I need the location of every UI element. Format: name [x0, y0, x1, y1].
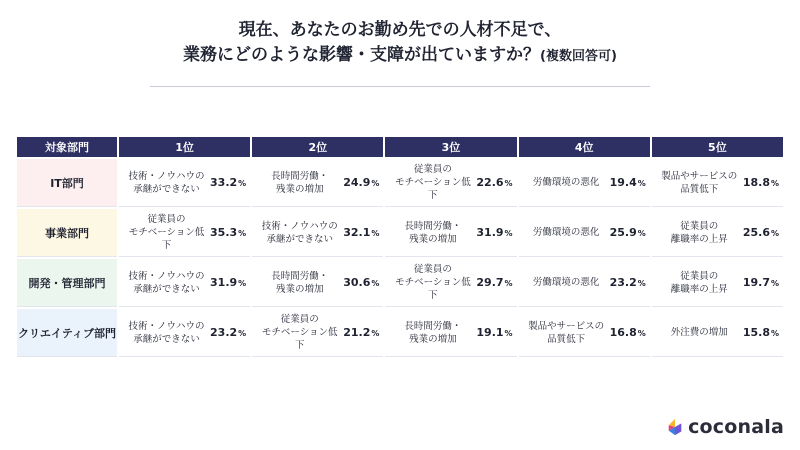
- rank-value-number: 19.7: [742, 276, 770, 289]
- rank-item-label: 長時間労働・ 残業の増加: [404, 220, 462, 245]
- rank-cell: [519, 309, 650, 357]
- rank-value: [210, 226, 246, 239]
- rank-value-unit: %: [371, 229, 380, 238]
- rank-cell-content: [658, 326, 779, 339]
- rank-value-number: 31.9: [210, 276, 238, 289]
- rank-cell: [519, 159, 650, 207]
- rank-value-unit: %: [504, 179, 513, 188]
- rank-item-label: 製品やサービスの 品質低下: [528, 320, 605, 345]
- rank-value-unit: %: [770, 329, 779, 338]
- rank-value-number: 31.9: [476, 226, 504, 239]
- rank-value: [210, 276, 246, 289]
- column-header-rank-3: 3位: [385, 137, 516, 157]
- rank-cell: [119, 209, 250, 257]
- title-line-1: 現在、あなたのお勤め先での人材不足で、: [238, 20, 562, 40]
- rank-item-label: 製品やサービスの 品質低下: [661, 170, 738, 195]
- rank-value-unit: %: [238, 229, 247, 238]
- rank-value-number: 25.9: [609, 226, 637, 239]
- rank-value-number: 19.4: [609, 176, 637, 189]
- rank-value-number: 16.8: [609, 326, 637, 339]
- rank-value-unit: %: [770, 229, 779, 238]
- rank-value: [210, 176, 246, 189]
- rank-item-label: 労働環境の悪化: [532, 227, 600, 238]
- rank-value: [476, 326, 512, 339]
- rank-value-unit: %: [371, 279, 380, 288]
- rank-value-unit: %: [371, 179, 380, 188]
- rank-value-number: 30.6: [343, 276, 371, 289]
- rank-cell-content: [658, 270, 779, 296]
- column-header-rank-2: 2位: [252, 137, 383, 157]
- rank-cell: [652, 309, 783, 357]
- rank-item-label: 長時間労働・ 残業の増加: [404, 320, 462, 345]
- rank-item-label: 従業員の モチベーション低下: [128, 214, 205, 251]
- column-header-rank-1: 1位: [119, 137, 250, 157]
- title-line-2-main: 業務にどのような影響・支障が出ていますか？: [183, 45, 541, 65]
- rank-value: [610, 176, 646, 189]
- rank-value-number: 29.7: [476, 276, 504, 289]
- rank-value-unit: %: [504, 329, 513, 338]
- department-label: 事業部門: [17, 209, 117, 257]
- department-label: 開発・管理部門: [17, 259, 117, 307]
- rank-value: [743, 176, 779, 189]
- column-header-rank-5: 5位: [652, 137, 783, 157]
- rank-cell: [385, 309, 516, 357]
- rank-value-number: 35.3: [210, 226, 238, 239]
- rank-value-number: 33.2: [210, 176, 238, 189]
- rank-cell-content: [525, 226, 646, 239]
- rank-cell: [119, 309, 250, 357]
- rank-value-number: 22.6: [476, 176, 504, 189]
- rank-item-label: 従業員の モチベーション低下: [395, 164, 471, 201]
- rank-item-label: 従業員の モチベーション低下: [395, 264, 471, 301]
- title-divider: [150, 86, 650, 87]
- rank-item-label: 労働環境の悪化: [532, 177, 600, 188]
- rank-value-unit: %: [238, 179, 247, 188]
- rank-value-unit: %: [637, 329, 646, 338]
- title-line-2: [0, 43, 800, 69]
- rank-value: [210, 326, 246, 339]
- rank-cell-content: [391, 320, 512, 346]
- rank-cell: [385, 209, 516, 257]
- rank-value-number: 15.8: [742, 326, 770, 339]
- rank-value-number: 25.6: [742, 226, 770, 239]
- table-row: [17, 209, 783, 257]
- department-label: IT部門: [17, 159, 117, 207]
- rank-cell-content: [125, 270, 246, 296]
- column-header-department: 対象部門: [17, 137, 117, 157]
- rank-value-number: 23.2: [210, 326, 238, 339]
- rank-item-label: 外注費の増加: [670, 327, 728, 338]
- rank-cell: [385, 259, 516, 307]
- rank-item-label: 長時間労働・ 残業の増加: [271, 170, 329, 195]
- rank-cell: [652, 259, 783, 307]
- table-row: [17, 309, 783, 357]
- rank-value: [743, 276, 779, 289]
- rank-cell-content: [125, 213, 246, 252]
- ranking-table: [15, 135, 785, 359]
- rank-cell-content: [125, 320, 246, 346]
- rank-value: [476, 226, 512, 239]
- table-body: [17, 159, 783, 357]
- rank-value: [476, 276, 512, 289]
- rank-cell-content: [525, 320, 646, 346]
- rank-cell: [119, 259, 250, 307]
- rank-value: [476, 176, 512, 189]
- rank-value: [610, 226, 646, 239]
- rank-value-number: 21.2: [343, 326, 371, 339]
- rank-value: [610, 326, 646, 339]
- rank-cell: [119, 159, 250, 207]
- coconala-logo-text: coconala: [688, 416, 784, 438]
- table-header-row: [17, 137, 783, 157]
- rank-item-label: 長時間労働・ 残業の増加: [271, 270, 329, 295]
- department-label: クリエイティブ部門: [17, 309, 117, 357]
- rank-value-unit: %: [371, 329, 380, 338]
- rank-value-unit: %: [637, 179, 646, 188]
- rank-cell-content: [525, 276, 646, 289]
- rank-item-label: 技術・ノウハウの 承継ができない: [128, 320, 205, 345]
- rank-cell: [652, 159, 783, 207]
- rank-value: [743, 326, 779, 339]
- rank-cell: [252, 209, 383, 257]
- rank-cell-content: [391, 220, 512, 246]
- rank-item-label: 従業員の 離職率の上昇: [670, 270, 728, 295]
- rank-cell-content: [125, 170, 246, 196]
- rank-cell-content: [258, 270, 379, 296]
- rank-cell-content: [258, 170, 379, 196]
- coconala-logo: [666, 416, 784, 438]
- rank-value: [343, 326, 379, 339]
- rank-item-label: 従業員の 離職率の上昇: [670, 220, 728, 245]
- rank-cell-content: [391, 163, 512, 202]
- rank-item-label: 技術・ノウハウの 承継ができない: [128, 270, 205, 295]
- rank-value-unit: %: [504, 229, 513, 238]
- rank-cell-content: [658, 220, 779, 246]
- rank-cell-content: [525, 176, 646, 189]
- rank-value: [343, 226, 379, 239]
- rank-value: [343, 276, 379, 289]
- rank-value-unit: %: [637, 229, 646, 238]
- coconala-logo-icon: [666, 418, 684, 436]
- rank-value-unit: %: [770, 279, 779, 288]
- rank-value: [610, 276, 646, 289]
- rank-cell: [519, 209, 650, 257]
- rank-value-number: 32.1: [343, 226, 371, 239]
- rank-cell: [252, 259, 383, 307]
- rank-value-unit: %: [238, 279, 247, 288]
- rank-value-number: 23.2: [609, 276, 637, 289]
- rank-cell-content: [258, 220, 379, 246]
- chart-title: [0, 18, 800, 69]
- rank-cell-content: [658, 170, 779, 196]
- rank-value-unit: %: [637, 279, 646, 288]
- rank-cell: [252, 309, 383, 357]
- rank-value-unit: %: [770, 179, 779, 188]
- rank-cell-content: [391, 263, 512, 302]
- title-note: (複数回答可): [540, 49, 617, 64]
- column-header-rank-4: 4位: [519, 137, 650, 157]
- rank-value-number: 18.8: [742, 176, 770, 189]
- rank-value-unit: %: [238, 329, 247, 338]
- table-row: [17, 259, 783, 307]
- rank-value-unit: %: [504, 279, 513, 288]
- rank-cell: [652, 209, 783, 257]
- rank-item-label: 技術・ノウハウの 承継ができない: [128, 170, 205, 195]
- rank-item-label: 従業員の モチベーション低下: [261, 314, 338, 351]
- rank-value-number: 24.9: [343, 176, 371, 189]
- rank-item-label: 技術・ノウハウの 承継ができない: [261, 220, 338, 245]
- rank-cell-content: [258, 313, 379, 352]
- rank-cell: [385, 159, 516, 207]
- rank-item-label: 労働環境の悪化: [532, 277, 600, 288]
- rank-cell: [519, 259, 650, 307]
- rank-value: [343, 176, 379, 189]
- table-row: [17, 159, 783, 207]
- rank-cell: [252, 159, 383, 207]
- rank-value: [743, 226, 779, 239]
- rank-value-number: 19.1: [476, 326, 504, 339]
